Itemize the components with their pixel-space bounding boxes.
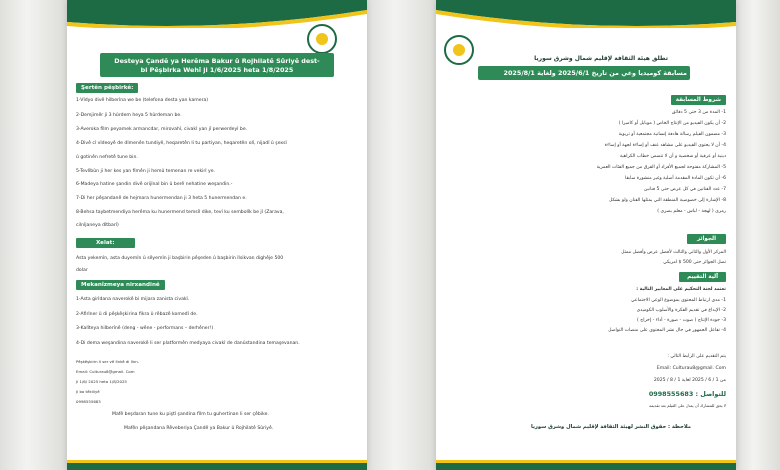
condition-item: 8-Behsa taybetmendiya herêma ku hunermend temsîl dike, tevî ku sembolîk be jî (Zarava, xyxy=(76,210,284,215)
contact-email: Email: Culturau8@gmail. Com xyxy=(656,366,726,371)
evaluation-item: 1-Asta girîdana naverokê bi mijara zanista civakî. xyxy=(76,297,190,302)
kurdish-title-line-1: Desteya Çandê ya Herêma Bakur û Rojhilatê Sûriyê dest- xyxy=(114,57,320,65)
top-wave-band xyxy=(436,0,736,28)
condition-item: 5- المشاركة مفتوحة لجميع الأفراد أو الفرق من جميع الفئات العمرية xyxy=(596,165,726,170)
evaluation-item: 2- الإبداع في تقديم الفكرة والأسلوب الكوميدي xyxy=(636,308,726,313)
evaluation-item: 2-Afirîner û di pêşkêşkirina fikra û rêbazê komedî de. xyxy=(76,312,198,317)
blurred-background-middle xyxy=(367,0,436,470)
condition-item: 3- مضمون الفيلم رسالة هادفة إنسانية مجتمعية أو تربوية xyxy=(618,132,726,137)
bottom-band xyxy=(436,460,736,470)
arabic-org-heading: تطلق هيئة الثقافة لإقليم شمال وشرق سوريا xyxy=(534,55,668,62)
sun-icon xyxy=(453,44,465,56)
section-evaluation: آلية التقييم xyxy=(679,272,726,282)
condition-item: رمزي ( لهجة - لباس - معلم بصري ) xyxy=(657,209,726,214)
condition-item: دينية أو عرقية أو شخصية و أن لا تتضمن خطاب الكراهية xyxy=(619,154,726,159)
condition-item: 2-Demjimêr ji 3 hûrdem heya 5 hûrdeman be. xyxy=(76,113,182,118)
section-conditions: Şertên pêşbirkê: xyxy=(76,83,138,93)
blurred-background-right xyxy=(736,0,780,470)
arabic-title-banner: مسابقة كوميديا وعي من تاريخ 2025/6/1 ولغاية 2025/8/1 xyxy=(478,66,690,80)
culture-logo xyxy=(444,35,474,65)
evaluation-intro: تعتمد لجنة التحكيم على المعايير التالية : xyxy=(636,287,726,292)
prize-text: dolar xyxy=(76,268,88,273)
prize-text: المركز الأول والثاني والثالث لأفضل عرض وأفضل ممثل xyxy=(621,250,726,255)
blurred-background-left xyxy=(0,0,67,470)
evaluation-item: 3-Kalîteya hilberînê (deng - wêne - performans – derhêner!) xyxy=(76,326,214,331)
condition-item: 6- أن تكون المادة المقدمة أصلية وغير منشورة سابقا xyxy=(625,176,726,181)
contact-phone: 0998555683 xyxy=(76,399,101,404)
condition-item: 1- المدة من 3 حتى 5 دقائق xyxy=(671,110,726,115)
contact-phone: للتواصل : 0998555683 xyxy=(648,390,726,398)
condition-item: 7- عدد الفنانين في كل عرض حتى 5 فنانين xyxy=(643,187,726,192)
edit-note: لا يحق للمشارك أن يعدل على الفيلم بعد تقديمه xyxy=(649,403,726,408)
contact-intro: يتم التقديم على الرابط التالي : xyxy=(667,354,726,359)
condition-item: 4- أن لا يحتوي الفيديو على مشاهد عنف أو إساءة لجهة أو إساءة xyxy=(604,143,726,148)
contact-line: Pêşkêşkirin li ser vê lînkê di lînn. xyxy=(76,359,139,364)
evaluation-item: 3- جودة الإنتاج ( صوت - صورة - أداء - إخراج ) xyxy=(637,318,726,323)
evaluation-item: 4- تفاعل الجمهور في حال نشر المحتوى على منصات التواصل xyxy=(608,328,726,333)
prize-text: Asta yekemîn, asta duyemîn û sêyemîn ji başbirin pêşeden û başbirin îlsikvan dighêje 500 xyxy=(76,256,284,261)
footer-rights: ملاحظة : حقوق النشر لهيئة الثقافة لإقليم شمال وشرق سوريا xyxy=(531,424,691,430)
condition-item: 2- أن يكون الفيديو من الإنتاج الخاص ( موبايل أو كاميرا ) xyxy=(618,121,726,126)
condition-item: 8- الإشارة إلى خصوصية المنطقة التي يمثلها الفنان ولو بشكل xyxy=(608,198,726,203)
section-evaluation: Mekanîzmeya nirxandinê xyxy=(76,280,165,290)
condition-item: 5-Tevlîbûn ji her kes yan fîmên ji hemû temenan re vekirî ye. xyxy=(76,169,216,174)
contact-dates: من 1 / 6 / 2025 لغاية 1 / 8 / 2025 xyxy=(653,378,726,383)
prize-text: تصل الجوائز حتى 500 $ امريكي xyxy=(663,260,726,265)
condition-item: 3-Averoka fîlm peyamek armancdar, mirovahî, civakî yan jî perwerdeyî be. xyxy=(76,127,248,132)
sun-icon xyxy=(316,33,328,45)
section-prizes: الجوائز xyxy=(687,234,726,244)
arabic-flyer xyxy=(436,0,736,470)
condition-item: 6-Madeya hatine şandin divê orijînal bin û berê nehatine weşandin.- xyxy=(76,182,233,187)
condition-item: 1-Vîdyo divê hilberîna we be (telefona desta yan kamera) xyxy=(76,98,209,103)
condition-item: 7-Di her pêşandanê de hejmara hunermendan ji 3 heta 5 hunermendan e. xyxy=(76,196,247,201)
evaluation-item: 1- مدى ارتباط المحتوى بموضوع الوعي الاجتماعي xyxy=(631,298,726,303)
kurdish-title-banner xyxy=(100,53,334,77)
contact-label: Ji bo têkiliyê xyxy=(76,389,100,394)
footer-note: Mafê beşdaran tune ku piştî şandina fîlm tu guhertinan li ser çêbike. xyxy=(112,412,269,417)
kurdish-flyer xyxy=(67,0,367,470)
footer-rights: Mafên pêşandana Rêveberiya Çandê ya Bakur û Rojhilatê Sûriyê. xyxy=(124,426,274,431)
condition-item: û gotinên nefretê tune bin. xyxy=(76,155,138,160)
condition-item: cilnîjaneya dîtbarî) xyxy=(76,223,119,228)
contact-email: Email: Culturau8@gmail. Com xyxy=(76,369,135,374)
culture-logo xyxy=(307,24,337,54)
condition-item: 4-Divê cî vîdeoyê de dîmenên tundiyê, heqaretên li tu partiyan, heqaretên olî, nijadî û şexsî xyxy=(76,141,287,146)
section-prizes: Xelat: xyxy=(76,238,135,248)
section-conditions: شروط المسابقة xyxy=(671,95,726,105)
bottom-band xyxy=(67,460,367,470)
evaluation-item: 4-Di dema weşandina naverokê li ser platformên medyaya civakî de danûstandina temaşevanan. xyxy=(76,341,300,346)
kurdish-title-line-2: bi Pêşbirka Wehî ji 1/6/2025 heta 1/8/2025 xyxy=(140,66,294,74)
contact-dates: Ji 1/6/ 2025 heta 1/8/2025 xyxy=(76,379,127,384)
